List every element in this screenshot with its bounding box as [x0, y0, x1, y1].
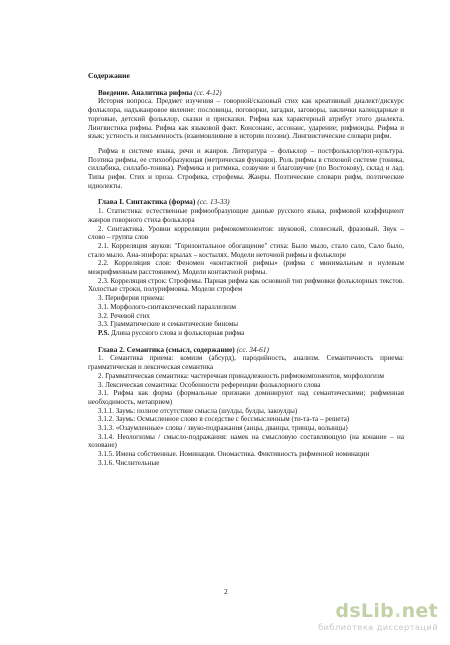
- ps-label: P.S.: [98, 328, 110, 337]
- intro-paragraph-1: История вопроса. Предмет изучения – говорной/сказовый стих как креативный диалект/дискурс фольклора, надъжанровое явление: пословицы, поговорки, загадки, заговоры, заклички календарные и торговые, детский фольклор, сказки и присказки. Рифма как характерный атрибут этого диалекта. Лингвистика рифмы. Рифма как языковой факт. Консонанс, ассонанс, ударение; рифмоиды. Рифма и язык; устность и письменность (взаимовлияние в истории поэзии). Лингвистические словари рифм.: [88, 97, 404, 141]
- watermark-brand-tld: net: [401, 600, 438, 622]
- chapter-2-item: 3.1.5. Имена собственные. Номинация. Ономастика. Фиктивность рифменной номинации: [98, 450, 370, 459]
- chapter-1-heading-line: [88, 198, 404, 207]
- intro-pages: (сс. 4-12): [194, 88, 222, 97]
- chapter-1-item: 2.3. Корреляция строк: Строфемы. Парная рифма как основной тип рифмовки фольклорных текстов. Холостые строки, полурифмовка. Модели строфем: [88, 276, 404, 294]
- watermark-brand-dot: .: [394, 600, 402, 622]
- chapter-2-item: 3.1.6. Числительные: [98, 458, 160, 467]
- table-of-contents: [88, 72, 404, 468]
- intro-heading-line: [88, 89, 404, 98]
- chapter-2-heading: Глава 2. Семантика (смысл, содержание): [98, 344, 235, 354]
- chapter-2-item: 3.1.4. Неологизмы / смысло-подражания: намек на смысловую составляющую (на конание – на хозоване): [88, 432, 404, 450]
- watermark-logo[interactable]: [282, 600, 438, 640]
- intro-paragraph-2: Рифма в системе языка, речи и жанров. Литература – фольклор – постфольклор/поп-культура. Поэтика рифмы, ее стихообразующая (метрическая функция). Роль рифмы в стиховой системе (тоника, силлабика, силлабо-тоника). Рифмика и ритмика, созвучие и благозвучие (по Востокову), склад и лад. Типы рифм. Стих и проза. Строфика, строфемы. Жанры. Поэтические словари рифм, поэтические идиолекты.: [88, 146, 404, 190]
- chapter-1-item: 3.1. Морфолого-синтаксический параллелизм: [98, 302, 237, 311]
- chapter-2-item: 3.1.1. Заумь: полное отсутствие смысла (шулды, булды, закоулды): [98, 406, 298, 415]
- toc-title: Содержание: [88, 71, 130, 80]
- intro-heading: Введение. Аналитика рифмы: [98, 88, 193, 97]
- chapter-1-item: 2.2. Корреляция слов: Феномен «контактной рифмы» (рифма с минимальным и нулевым межрифменным расстоянием). Модели контактной рифмы.: [88, 259, 404, 277]
- chapter-2-item: 3.1. Рифма как форма (формальные признаки доминируют над семантическими; рифменная необходимость, метаприем): [88, 389, 404, 406]
- chapter-2-pages: (сс. 34-61): [236, 344, 270, 354]
- watermark-brand-main: dsLib: [335, 600, 395, 622]
- chapter-2-heading-line: [88, 346, 404, 355]
- page-number: 2: [224, 587, 228, 596]
- watermark-brand: [282, 600, 438, 622]
- chapter-1-pages: (сс. 13-33): [197, 197, 230, 207]
- chapter-2-item: 3.1.3. «Озаумленные» слова / звуко-подражания (анцы, дванцы, тринцы, волынцы): [98, 424, 348, 433]
- chapter-1-item: 2. Синтактика. Уровни корреляции рифмокомпонентов: звуковой, словесный, фразовый. Звук – слово – группа слов: [88, 224, 404, 242]
- chapter-2-item: 2. Грамматическая семантика: частеречная принадлежность рифмокомпонентов, морфологизм: [98, 371, 385, 380]
- chapter-2-item: 3. Лексическая семантика: Особенности референции фольклорного слова: [98, 380, 321, 389]
- chapter-1-ps-line: [88, 329, 404, 338]
- chapter-1-item: 2.1. Корреляция звуков: "Горизонтальное обогащение" стиха: Было мыло, стало сало, Сало было, стало мыло. Ана-эпифора: крылах – костылях. Модели неточной рифмы в фольклоре: [88, 241, 404, 259]
- chapter-2-item: 1. Семантика приема: комизм (абсурд), пародийность, анализм. Семантичность приема: грамматическая и лексическая семантика: [88, 354, 404, 372]
- watermark-subtitle: библиотека диссертаций: [318, 622, 438, 632]
- chapter-2-item: 3.1.2. Заумь: Осмысленное слово в соседстве с бессмысленным (ти-та-та – решета): [98, 415, 350, 424]
- chapter-1-item: 3.3. Грамматические и семантические биномы: [98, 320, 239, 329]
- chapter-1-item: 1. Статистика: естественные рифмообразующие данные русского языка, рифмовой коэффициент жанров говорного стиха фольклора: [88, 207, 404, 224]
- chapter-1-heading: Глава I. Синтактика (форма): [98, 197, 196, 207]
- ps-text: Длина русского слова и фольклорная рифма: [110, 328, 245, 337]
- chapter-1-item: 3. Периферия приема:: [98, 294, 165, 303]
- chapter-1-item: 3.2. Речевой стих: [98, 311, 150, 320]
